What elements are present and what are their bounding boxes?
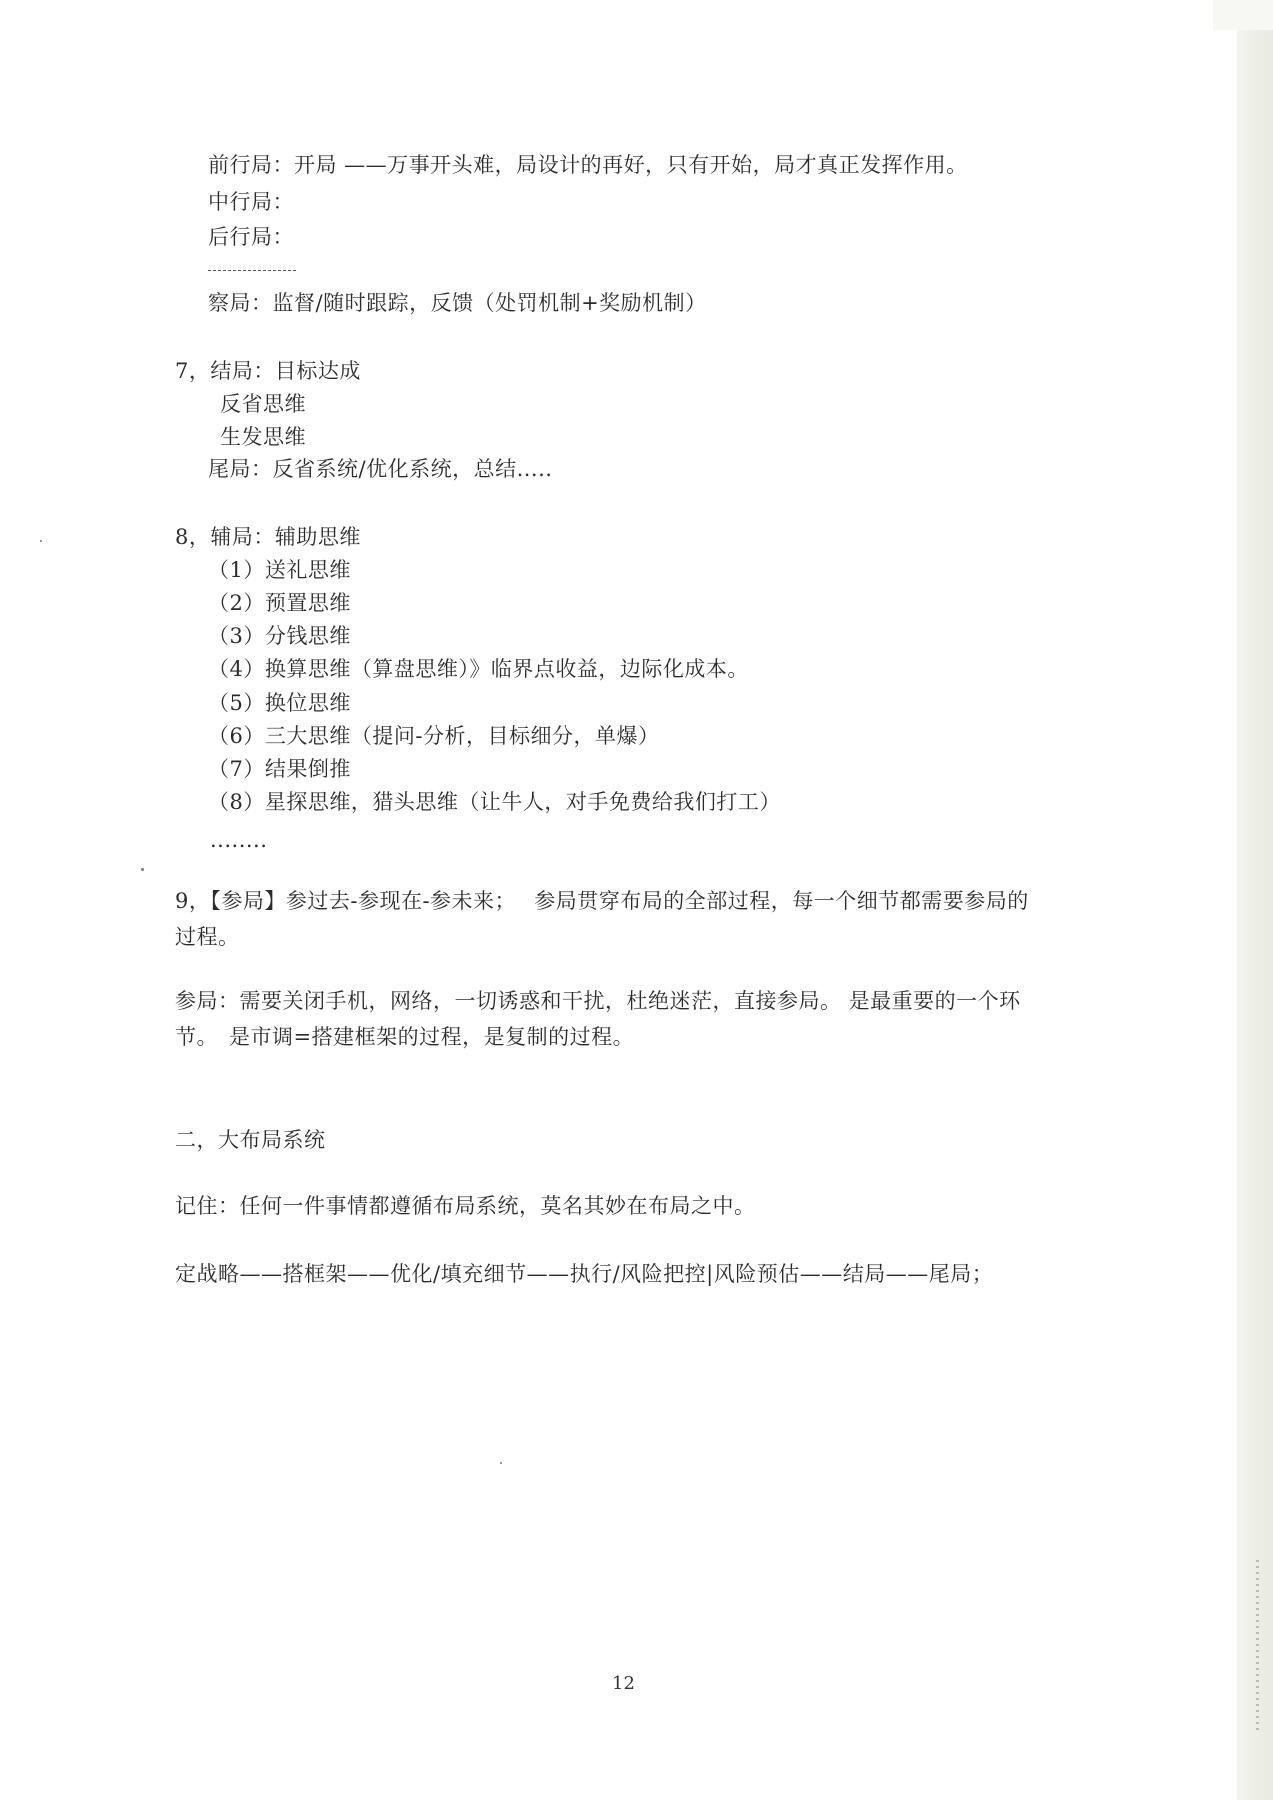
ellipsis-line: ........ xyxy=(210,828,268,852)
list-item: （3）分钱思维 xyxy=(208,624,351,648)
list-item: （4）换算思维（算盘思维）》临界点收益，边际化成本。 xyxy=(208,657,749,681)
section-heading-9: 9，【参局】参过去-参现在-参未来； 参局贯穿布局的全部过程，每一个细节都需要参局的 xyxy=(175,889,1029,913)
scan-speck xyxy=(500,1462,502,1464)
section-heading-2: 二，大布局系统 xyxy=(175,1128,326,1152)
text-line-houxingju: 后行局： xyxy=(208,225,294,249)
text-line-zhongxingju: 中行局： xyxy=(208,190,294,214)
list-item: （1）送礼思维 xyxy=(208,558,351,582)
text-line-continuation: 节。 是市调=搭建框架的过程，是复制的过程。 xyxy=(175,1025,635,1049)
text-line-shengfa: 生发思维 xyxy=(220,425,306,449)
text-line-jizhu: 记住：任何一件事情都遵循布局系统，莫名其妙在布局之中。 xyxy=(175,1194,756,1218)
text-line-continuation: 过程。 xyxy=(175,925,240,949)
scan-speck xyxy=(40,540,42,542)
scan-speck xyxy=(141,868,144,871)
list-item: （6）三大思维（提问-分析，目标细分，单爆） xyxy=(208,724,660,748)
text-line-chaju: 察局：监督/随时跟踪，反馈（处罚机制+奖励机制） xyxy=(208,291,707,315)
text-line-weiju: 尾局：反省系统/优化系统，总结..... xyxy=(208,457,553,481)
section-heading-8: 8，辅局：辅助思维 xyxy=(175,525,361,549)
scan-border xyxy=(1213,0,1273,30)
list-item: （7）结果倒推 xyxy=(208,757,351,781)
text-line-strategy-flow: 定战略——搭框架——优化/填充细节——执行/风险把控|风险预估——结局——尾局； xyxy=(175,1262,994,1286)
page-number: 12 xyxy=(612,1673,635,1694)
list-item: （8）星探思维，猎头思维（让牛人，对手免费给我们打工） xyxy=(208,790,781,814)
paragraph-canju: 参局：需要关闭手机，网络，一切诱惑和干扰，杜绝迷茫，直接参局。 是最重要的一个环 xyxy=(175,989,1021,1013)
section-heading-7: 7，结局：目标达成 xyxy=(175,359,361,383)
list-item: （5）换位思维 xyxy=(208,691,351,715)
text-line-qianxingju: 前行局：开局 ——万事开头难，局设计的再好，只有开始，局才真正发挥作用。 xyxy=(208,153,968,177)
scan-border xyxy=(1237,30,1273,1800)
text-line-fanxing: 反省思维 xyxy=(220,392,306,416)
dashed-separator xyxy=(208,270,296,271)
perforation-marks xyxy=(1256,1560,1259,1730)
list-item: （2）预置思维 xyxy=(208,591,351,615)
